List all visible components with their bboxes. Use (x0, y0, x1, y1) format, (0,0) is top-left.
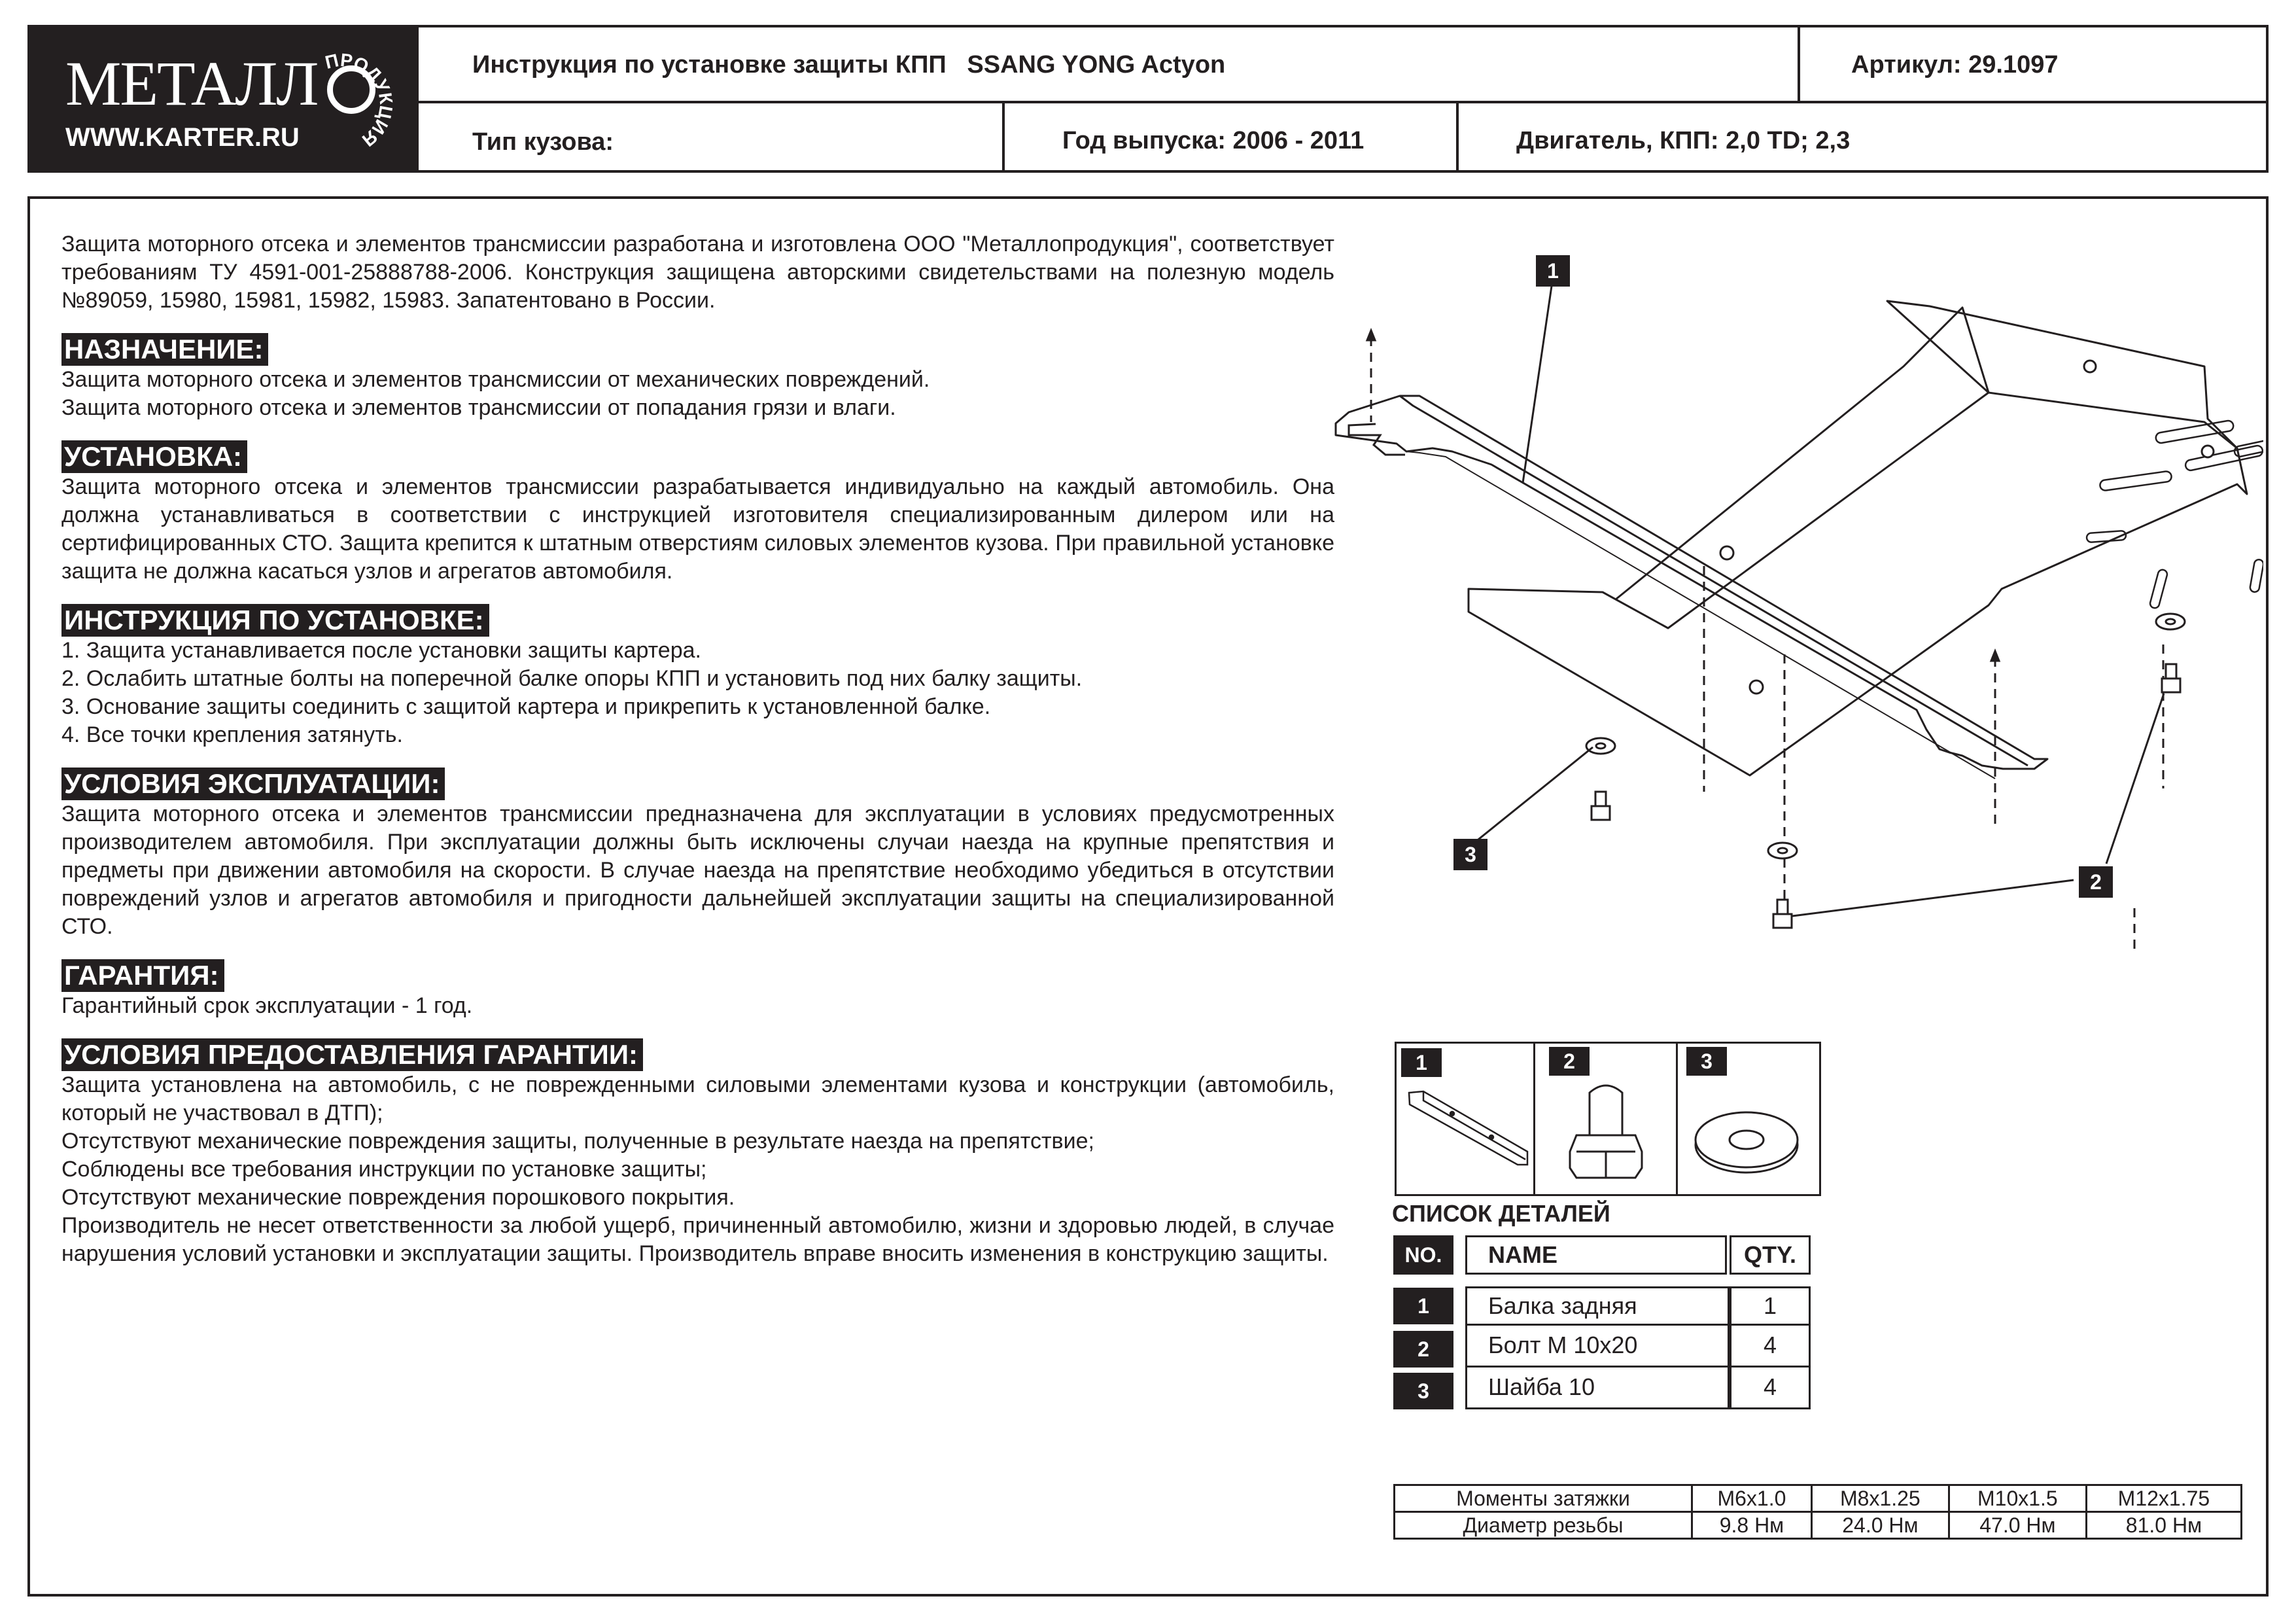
warranty-condition: Производитель не несет ответственности за любой ущерб, причиненный автомобилю, жизни и здоровью людей, в случае нарушения условий установки и эксплуатации защиты. Производитель вправе вносить изменения в конструкцию защиты. (61, 1213, 1334, 1266)
torque-value: 24.0 Нм (1811, 1512, 1949, 1539)
logo-text: МЕТАЛЛ (65, 48, 318, 118)
torque-value: 47.0 Нм (1949, 1512, 2086, 1539)
warranty-condition: Отсутствуют механические повреждения защиты, полученные в результате наезда на препятствие; (61, 1129, 1094, 1154)
purpose-line: Защита моторного отсека и элементов трансмиссии от попадания грязи и влаги. (61, 395, 896, 420)
washer-icon (1678, 1086, 1818, 1191)
warranty-paragraph: Гарантийный срок эксплуатации - 1 год. (61, 993, 473, 1018)
beam-icon (1400, 1080, 1537, 1194)
torque-row-threads (1395, 1485, 2242, 1512)
parts-row-no: 1 (1393, 1288, 1453, 1324)
purpose-line: Защита моторного отсека и элементов трансмиссии от механических повреждений. (61, 367, 930, 392)
logo-url: WWW.KARTER.RU (65, 123, 300, 152)
warranty-condition: Соблюдены все требования инструкции по установке защиты; (61, 1157, 707, 1182)
thread-size: M6x1.0 (1692, 1485, 1812, 1512)
header-divider (1798, 27, 1800, 102)
year-label: Год выпуска: 2006 - 2011 (1062, 127, 1365, 154)
thread-size: M8x1.25 (1811, 1485, 1949, 1512)
step-item: 3. Основание защиты соединить с защитой картера и прикрепить к установленной балке. (61, 694, 991, 719)
parts-row-qty: 4 (1730, 1368, 1811, 1409)
thread-size: M12x1.75 (2086, 1485, 2241, 1512)
operation-paragraph: Защита моторного отсека и элементов трансмиссии предназначена для эксплуатации в условиях предусмотренных производителем автомобиля. При эксплуатации должны быть исключены случаи наезда на крупные препятствия и предметы при движении автомобиля на скорости. В случае наезда на препятствие необходимо убедиться в отсутствии повреждений узлов и агрегатов автомобиля и пригодности дальнейшей эксплуатации защиты на специализированной СТО. (61, 802, 1334, 939)
torque-row-label: Моменты затяжки (1395, 1485, 1692, 1512)
engine-label: Двигатель, КПП: 2,0 TD; 2,3 (1516, 127, 1851, 154)
svg-text:ПРОДУКЦИЯ: ПРОДУКЦИЯ (323, 49, 397, 151)
intro-paragraph: Защита моторного отсека и элементов трансмиссии разработана и изготовлена ООО "Металлопродукция", соответствует требованиям ТУ 4591-001-25888788-2006. Конструкция защищена авторскими свидетельствами на полезную модель №89059, 15980, 15981, 15982, 15983. Запатентовано в России. (61, 232, 1334, 313)
section-heading: ГАРАНТИЯ: (61, 959, 224, 992)
instruction-text (61, 230, 1334, 1268)
article-number: Артикул: 29.1097 (1851, 51, 2059, 79)
parts-row-name: Шайба 10 (1465, 1368, 1730, 1409)
torque-value: 9.8 Нм (1692, 1512, 1812, 1539)
icon-label-3: 3 (1686, 1047, 1727, 1076)
callout-1: 1 (1536, 255, 1570, 287)
section-heading: УСЛОВИЯ ЭКСПЛУАТАЦИИ: (61, 768, 445, 800)
logo-arc-text (307, 30, 412, 161)
parts-row-name: Балка задняя (1465, 1286, 1730, 1326)
callout-2: 2 (2079, 866, 2113, 898)
torque-table (1393, 1484, 2242, 1540)
body-type-label: Тип кузова: (472, 128, 614, 156)
step-item: 1. Защита устанавливается после установки защиты картера. (61, 638, 701, 663)
icon-label-2: 2 (1549, 1047, 1590, 1076)
header-divider (416, 27, 419, 173)
step-item: 4. Все точки крепления затянуть. (61, 722, 403, 747)
parts-header-qty: QTY. (1730, 1235, 1811, 1275)
install-paragraph: Защита моторного отсека и элементов трансмиссии разрабатывается индивидуально на каждый автомобиль. Она должна устанавливаться в соответствии с инструкцией изготовителя специализированным дилером или на сертифицированных СТО. Защита крепится к штатным отверстиям силовых элементов кузова. При правильной установке защита не должна касаться узлов и агрегатов автомобиля. (61, 474, 1334, 584)
section-heading: УСТАНОВКА: (61, 440, 247, 473)
parts-header-name: NAME (1465, 1235, 1727, 1275)
warranty-condition: Защита установлена на автомобиль, с не поврежденными силовыми элементами кузова и конструкции (автомобиль, который не участвовал в ДТП); (61, 1072, 1334, 1125)
parts-header-no: NO. (1393, 1235, 1453, 1275)
callout-3: 3 (1453, 839, 1487, 870)
header-divider (1456, 102, 1459, 173)
icon-label-1: 1 (1401, 1048, 1442, 1077)
document-title: Инструкция по установке защиты КПП SSANG YONG Actyon (472, 51, 1226, 79)
parts-row-no: 2 (1393, 1331, 1453, 1368)
parts-row-qty: 1 (1730, 1286, 1811, 1326)
torque-value: 81.0 Нм (2086, 1512, 2241, 1539)
section-heading: ИНСТРУКЦИЯ ПО УСТАНОВКЕ: (61, 604, 489, 637)
section-heading: УСЛОВИЯ ПРЕДОСТАВЛЕНИЯ ГАРАНТИИ: (61, 1038, 643, 1071)
parts-row-qty: 4 (1730, 1326, 1811, 1368)
torque-row-values (1395, 1512, 2242, 1539)
section-heading: НАЗНАЧЕНИЕ: (61, 333, 268, 366)
parts-row-no: 3 (1393, 1373, 1453, 1409)
warranty-condition: Отсутствуют механические повреждения порошкового покрытия. (61, 1185, 735, 1210)
header-divider (416, 101, 2269, 103)
step-item: 2. Ослабить штатные болты на поперечной балке опоры КПП и установить под них балку защиты. (61, 666, 1083, 691)
parts-row-name: Болт М 10х20 (1465, 1326, 1730, 1368)
torque-row-label: Диаметр резьбы (1395, 1512, 1692, 1539)
parts-list-title: СПИСОК ДЕТАЛЕЙ (1392, 1200, 1610, 1227)
bolt-icon (1537, 1073, 1675, 1194)
header-divider (1002, 102, 1005, 173)
thread-size: M10x1.5 (1949, 1485, 2086, 1512)
